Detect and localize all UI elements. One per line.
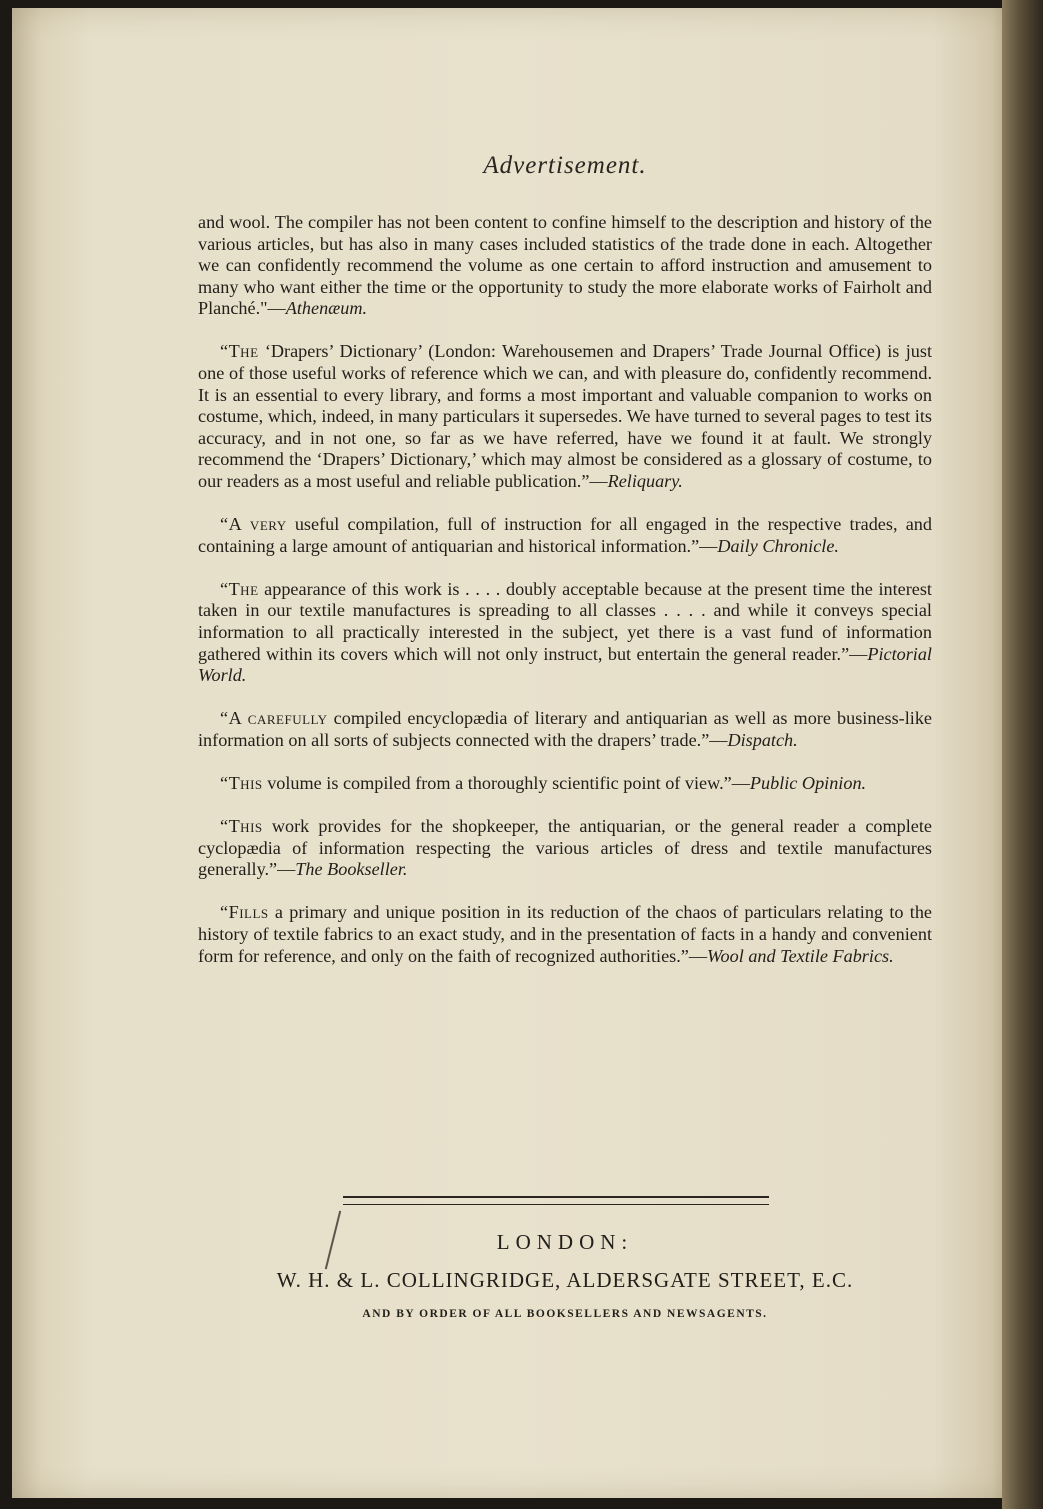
review-paragraph-5: [198, 708, 932, 751]
review-paragraph-4: [198, 579, 932, 687]
review-source-7: The Bookseller.: [295, 859, 408, 880]
review-source-6: Public Opinion.: [749, 772, 867, 793]
running-head: Advertisement.: [483, 152, 647, 179]
review-lead-2: “The: [220, 341, 259, 362]
review-paragraph-8: [198, 902, 932, 967]
review-lead-6: “This: [220, 772, 263, 793]
imprint-publisher: W. H. & L. COLLINGRIDGE, ALDERSGATE STREET, E.C.: [276, 1268, 854, 1292]
review-text-7: work provides for the shopkeeper, the antiquarian, or the general reader a complete cyclopædia of information respecting the various articles of dress and textile manufactures generally.”—: [198, 816, 932, 880]
review-text-4: appearance of this work is . . . . doubly acceptable because at the present time the interest taken in our textile manufactures is spreading to all classes . . . . and while it conveys special information to all practically interested in the subject, yet there is a vast fund of information gathered within its covers which will not only instruct, but entertain the general reader.”—: [198, 578, 932, 664]
review-text: [198, 212, 932, 989]
review-lead-8: “Fills: [220, 902, 269, 923]
review-source-5: Dispatch.: [727, 729, 798, 750]
review-paragraph-7: [198, 816, 932, 881]
review-text-1: and wool. The compiler has not been content to confine himself to the description and history of the various articles, but has also in many cases included statistics of the trade done in each. Altogether we can confidently recommend the volume as one certain to afford instruction and amusement to many who want either the time or the opportunity to study the more elaborate works of Fairholt and Planché."—: [198, 212, 932, 319]
review-source-8: Wool and Textile Fabrics.: [707, 945, 894, 966]
review-source-2: Reliquary.: [607, 471, 683, 492]
review-lead-3: “A very: [220, 514, 287, 535]
review-source-3: Daily Chronicle.: [717, 535, 839, 556]
review-text-6: volume is compiled from a thoroughly scientific point of view.”—: [262, 772, 750, 793]
review-lead-4: “The: [220, 578, 259, 599]
imprint-city: LONDON:: [496, 1230, 634, 1254]
review-lead-7: “This: [220, 816, 263, 837]
review-source-1: Athenæum.: [285, 298, 368, 319]
review-lead-5: “A carefully: [220, 708, 328, 729]
review-text-8: a primary and unique position in its reduction of the chaos of particulars relating to the history of textile fabrics to an exact study, and in the presentation of facts in a handy and convenient form for reference, and only on the faith of recognized authorities.”—: [198, 902, 932, 966]
double-rule-divider: [343, 1196, 769, 1205]
review-paragraph-2: [198, 341, 932, 492]
review-paragraph-6: [198, 773, 932, 795]
review-text-5: compiled encyclopædia of literary and antiquarian as well as more business-like information on all sorts of subjects connected with the drapers’ trade.”—: [198, 708, 932, 750]
review-paragraph-3: [198, 514, 932, 557]
imprint-order-note: AND BY ORDER OF ALL BOOKSELLERS AND NEWSAGENTS.: [362, 1308, 768, 1320]
review-text-3: useful compilation, full of instruction for all engaged in the respective trades, and containing a large amount of antiquarian and historical information.”—: [198, 514, 932, 556]
review-source-4: Pictorial World.: [198, 643, 932, 686]
review-text-2: ‘Drapers’ Dictionary’ (London: Warehousemen and Drapers’ Trade Journal Office) is just one of those useful works of reference which we can, and with pleasure do, confidently recommend. It is an essential to every library, and forms a most important and valuable companion to works on costume, which, indeed, in many particulars it supersedes. We have turned to several pages to test its accuracy, and in not one, so far as we have referred, have we found it at fault. We strongly recommend the ‘Drapers’ Dictionary,’ which may almost be considered as a glossary of costume, to our readers as a most useful and reliable publication.”—: [198, 341, 932, 492]
review-paragraph-1: [198, 212, 932, 320]
